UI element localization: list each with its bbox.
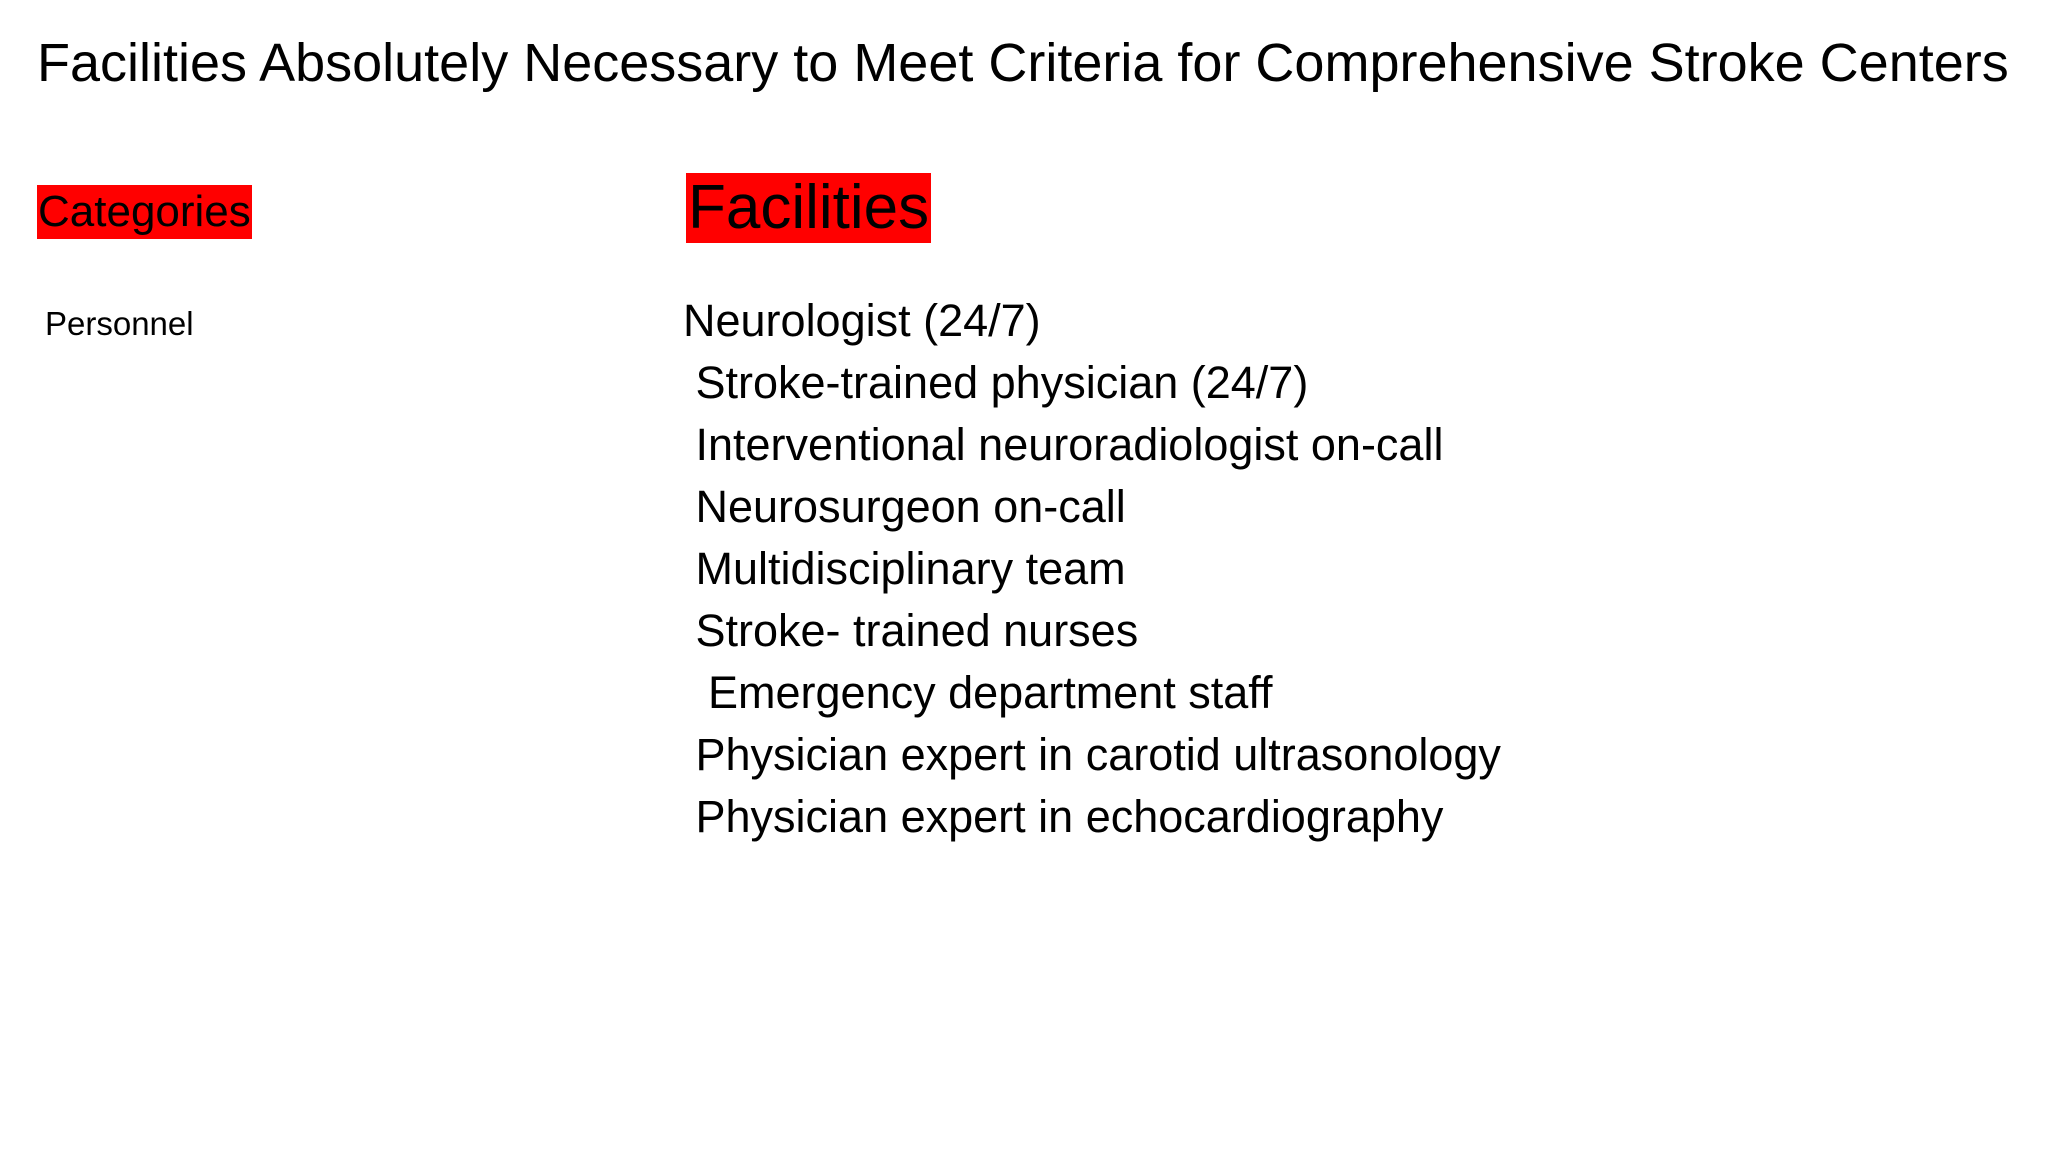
facility-item: Stroke- trained nurses (683, 605, 1139, 656)
facilities-list (683, 290, 1501, 848)
facility-item: Multidisciplinary team (683, 543, 1126, 594)
facility-item: Physician expert in echocardiography (683, 791, 1444, 842)
categories-heading: Categories (37, 185, 252, 239)
slide-title: Facilities Absolutely Necessary to Meet Criteria for Comprehensive Stroke Centers (37, 33, 2009, 93)
facility-item: Interventional neuroradiologist on-call (683, 419, 1444, 470)
facility-item: Stroke-trained physician (24/7) (683, 357, 1309, 408)
category-item-personnel: Personnel (45, 305, 194, 342)
facility-item: Neurosurgeon on-call (683, 481, 1126, 532)
facility-item: Neurologist (24/7) (683, 295, 1041, 346)
facility-item: Physician expert in carotid ultrasonology (683, 729, 1501, 780)
facilities-heading: Facilities (688, 173, 930, 242)
facility-item: Emergency department staff (683, 667, 1273, 718)
